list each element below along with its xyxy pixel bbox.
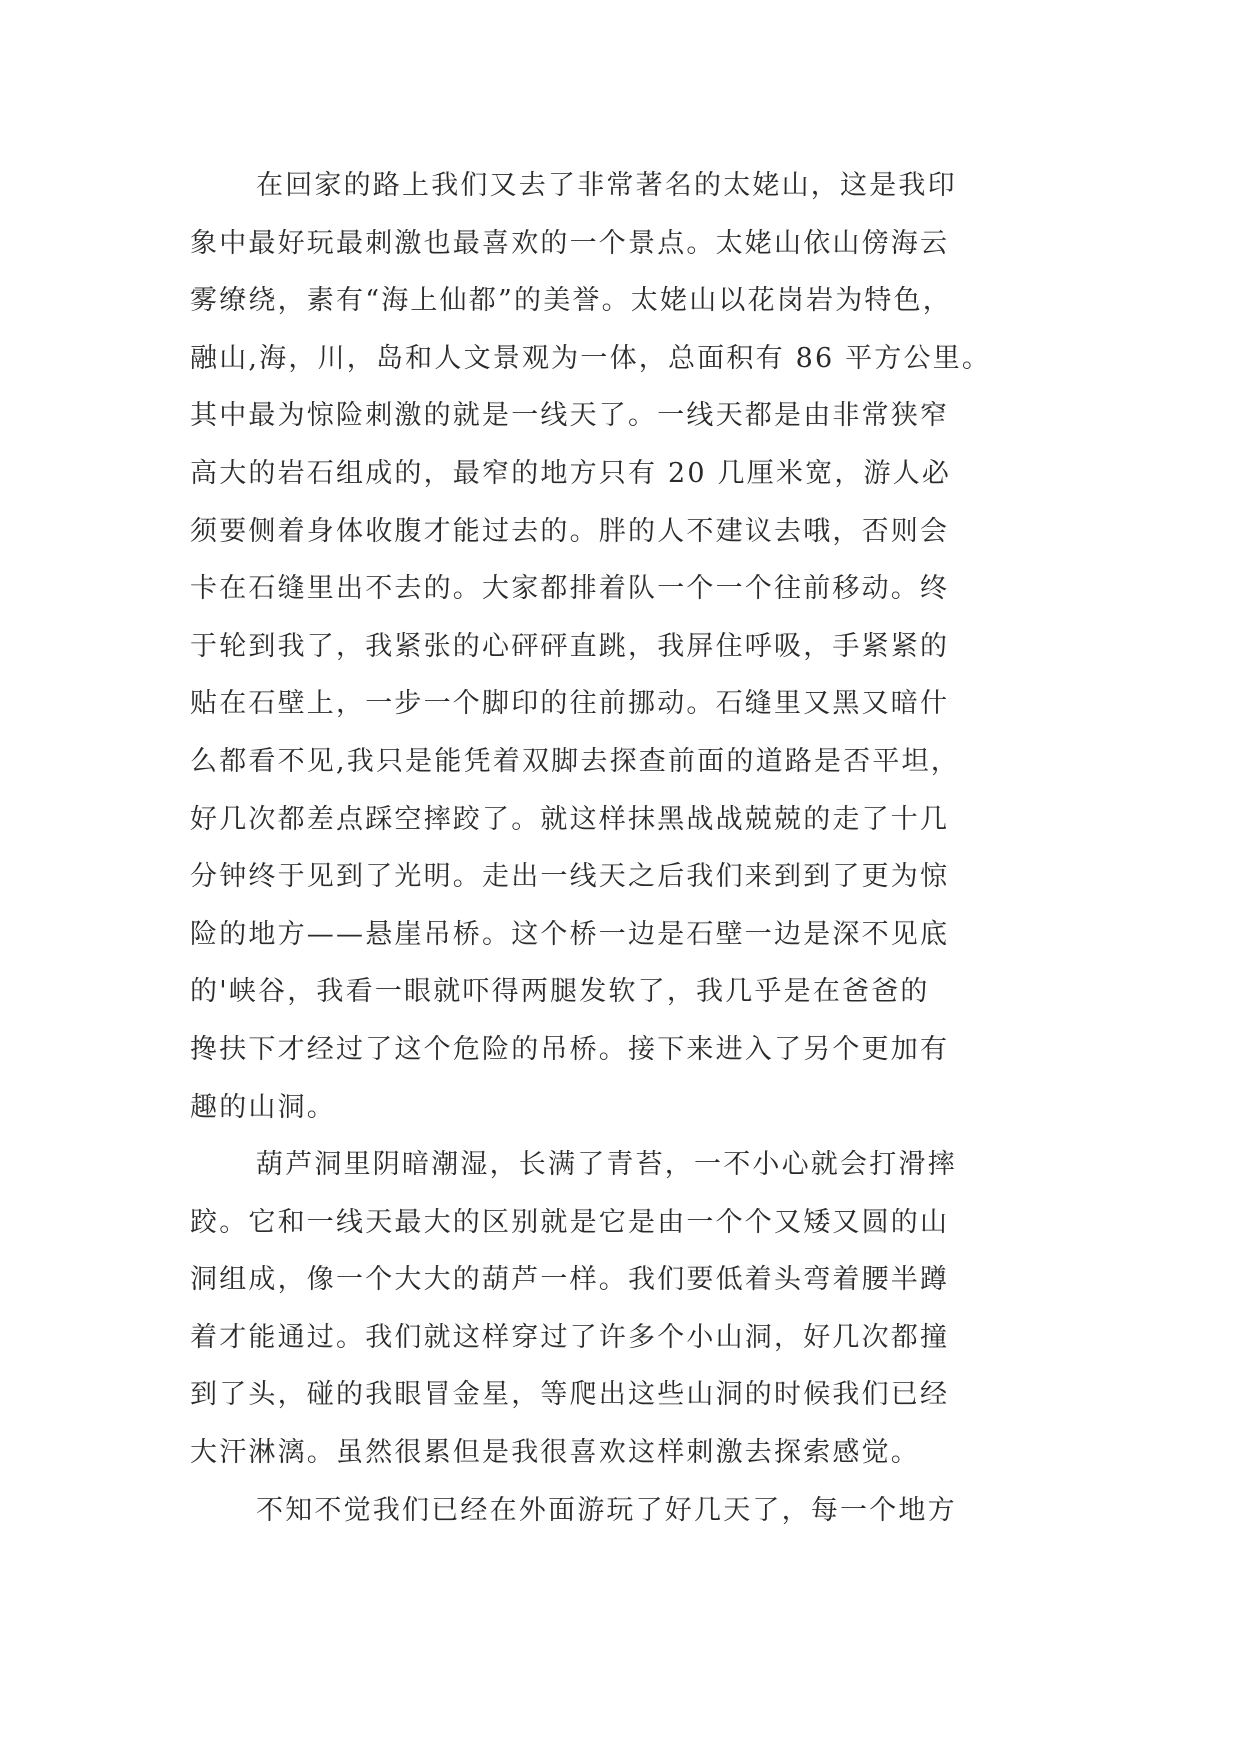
paragraph-1-line-1: 在回家的路上我们又去了非常著名的太姥山，这是我印 bbox=[256, 170, 957, 201]
paragraph-1-line-17: 趣的山洞。 bbox=[190, 1091, 336, 1123]
paragraph-1-line-10: 贴在石壁上，一步一个脚印的往前挪动。石缝里又黑又暗什 bbox=[190, 688, 950, 720]
paragraph-2-line-2: 跤。它和一线天最大的区别就是它是由一个个又矮又圆的山 bbox=[190, 1206, 950, 1238]
paragraph-1-line-3: 雾缭绕，素有“海上仙都”的美誉。太姥山以花岗岩为特色， bbox=[190, 285, 953, 317]
paragraph-1-line-11: 么都看不见,我只是能凭着双脚去探查前面的道路是否平坦， bbox=[190, 745, 960, 777]
paragraph-1-line-8: 卡在石缝里出不去的。大家都排着队一个一个往前移动。终 bbox=[190, 573, 950, 605]
paragraph-1-line-16: 搀扶下才经过了这个危险的吊桥。接下来进入了另个更加有 bbox=[190, 1033, 950, 1065]
paragraph-1-line-12: 好几次都差点踩空摔跤了。就这样抹黑战战兢兢的走了十几 bbox=[190, 803, 950, 835]
paragraph-2-line-1: 葫芦洞里阴暗潮湿，长满了青苔，一不小心就会打滑摔 bbox=[256, 1149, 957, 1181]
paragraph-1-line-2: 象中最好玩最刺激也最喜欢的一个景点。太姥山依山傍海云 bbox=[190, 227, 950, 259]
paragraph-2-line-3: 洞组成，像一个大大的葫芦一样。我们要低着头弯着腰半蹲 bbox=[190, 1264, 950, 1296]
paragraph-1-line-7: 须要侧着身体收腹才能过去的。胖的人不建议去哦，否则会 bbox=[190, 515, 950, 547]
paragraph-1-line-9: 于轮到我了，我紧张的心砰砰直跳，我屏住呼吸，手紧紧的 bbox=[190, 630, 950, 662]
paragraph-3-line-1: 不知不觉我们已经在外面游玩了好几天了，每一个地方 bbox=[256, 1494, 957, 1526]
paragraph-1-line-5: 其中最为惊险刺激的就是一线天了。一线天都是由非常狭窄 bbox=[190, 400, 950, 432]
paragraph-1-line-14: 险的地方——悬崖吊桥。这个桥一边是石壁一边是深不见底 bbox=[190, 918, 950, 950]
paragraph-1-line-4: 融山,海，川，岛和人文景观为一体，总面积有 86 平方公里。 bbox=[190, 342, 992, 374]
paragraph-2-line-6: 大汗淋漓。虽然很累但是我很喜欢这样刺激去探索感觉。 bbox=[190, 1437, 920, 1469]
paragraph-1-line-13: 分钟终于见到了光明。走出一线天之后我们来到到了更为惊 bbox=[190, 861, 950, 893]
paragraph-1-line-6: 高大的岩石组成的，最窄的地方只有 20 几厘米宽，游人必 bbox=[190, 457, 952, 489]
paragraph-2-line-5: 到了头，碰的我眼冒金星，等爬出这些山洞的时候我们已经 bbox=[190, 1379, 950, 1411]
paragraph-1-line-15: 的'峡谷，我看一眼就吓得两腿发软了，我几乎是在爸爸的 bbox=[190, 976, 930, 1008]
body-text bbox=[190, 157, 1070, 1539]
paragraph-2-line-4: 着才能通过。我们就这样穿过了许多个小山洞，好几次都撞 bbox=[190, 1321, 950, 1353]
